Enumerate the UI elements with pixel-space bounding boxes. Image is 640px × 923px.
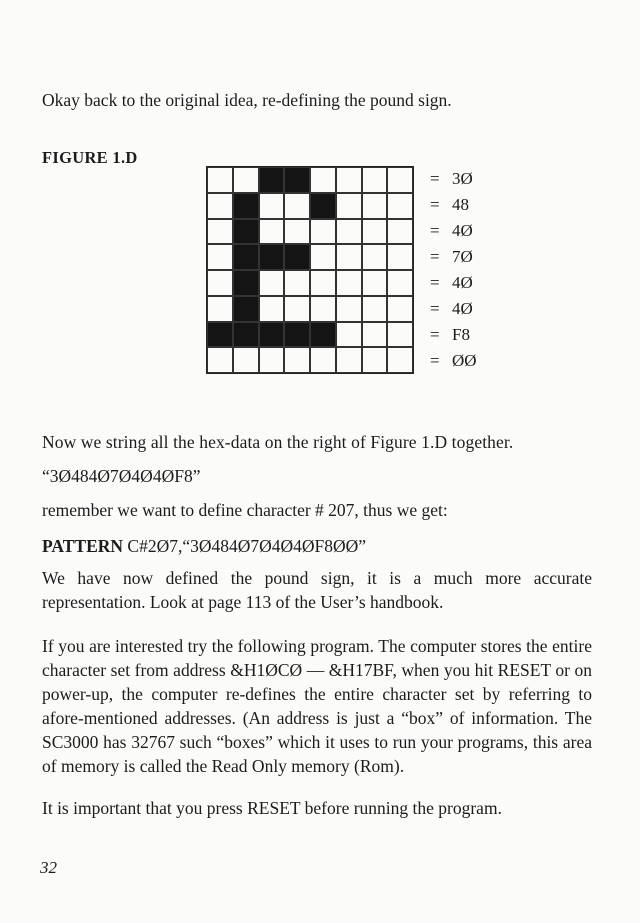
string-paragraph: Now we string all the hex-data on the right of Figure 1.D together. bbox=[42, 432, 514, 452]
grid-cell bbox=[336, 322, 362, 348]
grid-cell bbox=[387, 270, 413, 296]
grid-cell bbox=[207, 347, 233, 373]
grid-cell bbox=[233, 167, 259, 193]
grid-cell bbox=[259, 322, 285, 348]
grid-cell bbox=[387, 219, 413, 245]
grid-cell bbox=[310, 296, 336, 322]
hex-row bbox=[430, 296, 477, 322]
hex-row bbox=[430, 192, 477, 218]
equals-sign: = bbox=[430, 351, 440, 370]
grid-cell bbox=[387, 193, 413, 219]
grid-cell bbox=[362, 219, 388, 245]
grid-cell bbox=[207, 167, 233, 193]
hex-value: 4Ø bbox=[452, 299, 473, 318]
hex-row bbox=[430, 270, 477, 296]
grid-cell bbox=[233, 219, 259, 245]
grid-cell bbox=[233, 193, 259, 219]
grid-cell bbox=[284, 167, 310, 193]
grid-cell bbox=[310, 193, 336, 219]
grid-cell bbox=[362, 167, 388, 193]
equals-sign: = bbox=[430, 221, 440, 240]
grid-cell bbox=[207, 270, 233, 296]
page-number: 32 bbox=[40, 858, 57, 877]
grid-cell bbox=[233, 296, 259, 322]
grid-cell bbox=[362, 347, 388, 373]
grid-cell bbox=[362, 270, 388, 296]
grid-cell bbox=[207, 219, 233, 245]
grid-cell bbox=[284, 219, 310, 245]
hex-string: “3Ø484Ø7Ø4Ø4ØF8” bbox=[42, 466, 201, 486]
grid-cell bbox=[362, 296, 388, 322]
hex-value: ØØ bbox=[452, 351, 477, 370]
grid-cell bbox=[284, 296, 310, 322]
grid-cell bbox=[284, 322, 310, 348]
grid-cell bbox=[207, 244, 233, 270]
pattern-keyword: PATTERN bbox=[42, 536, 124, 556]
grid-cell bbox=[284, 270, 310, 296]
grid-cell bbox=[207, 193, 233, 219]
grid-cell bbox=[284, 244, 310, 270]
interested-paragraph: If you are interested try the following program. The computer stores the entire character set from address &H1ØCØ — &H17BF, when you hit RESET or on power-up, the computer re-defines the entire character set by referring to afore-mentioned addresses. (An address is just a “box” of information. The SC3000 has 32767 such “boxes” which it uses to run your programs, this area of memory is called the Read Only memory (Rom). bbox=[42, 636, 592, 776]
grid-cell bbox=[336, 270, 362, 296]
figure-title: FIGURE 1.D bbox=[42, 148, 138, 167]
hex-row bbox=[430, 348, 477, 374]
grid-cell bbox=[207, 296, 233, 322]
grid-cell bbox=[310, 219, 336, 245]
grid-cell bbox=[310, 270, 336, 296]
grid-cell bbox=[259, 296, 285, 322]
grid-cell bbox=[284, 347, 310, 373]
grid-cell bbox=[336, 219, 362, 245]
intro-text: Okay back to the original idea, re-defining the pound sign. bbox=[42, 90, 452, 110]
hex-value: 48 bbox=[452, 195, 469, 214]
grid-cell bbox=[233, 322, 259, 348]
grid-cell bbox=[259, 270, 285, 296]
hex-row bbox=[430, 166, 477, 192]
grid-cell bbox=[259, 219, 285, 245]
grid-cell bbox=[259, 167, 285, 193]
equals-sign: = bbox=[430, 169, 440, 188]
grid-cell bbox=[336, 347, 362, 373]
grid-cell bbox=[310, 244, 336, 270]
grid-cell bbox=[387, 296, 413, 322]
hex-value: 4Ø bbox=[452, 273, 473, 292]
equals-sign: = bbox=[430, 247, 440, 266]
grid-cell bbox=[259, 244, 285, 270]
equals-sign: = bbox=[430, 273, 440, 292]
hex-value: 4Ø bbox=[452, 221, 473, 240]
grid-cell bbox=[233, 270, 259, 296]
grid-cell bbox=[259, 347, 285, 373]
remember-line: remember we want to define character # 207, thus we get: bbox=[42, 500, 448, 520]
equals-sign: = bbox=[430, 299, 440, 318]
grid-cell bbox=[336, 167, 362, 193]
grid-cell bbox=[362, 244, 388, 270]
equals-sign: = bbox=[430, 325, 440, 344]
grid-cell bbox=[336, 193, 362, 219]
hex-value: 3Ø bbox=[452, 169, 473, 188]
grid-cell bbox=[387, 244, 413, 270]
defined-paragraph: We have now defined the pound sign, it is a much more accurate representation. Look at page 113 of the User’s handbook. bbox=[42, 568, 592, 612]
grid-cell bbox=[259, 193, 285, 219]
grid-cell bbox=[387, 167, 413, 193]
grid-cell bbox=[310, 347, 336, 373]
reset-paragraph: It is important that you press RESET before running the program. bbox=[42, 798, 502, 818]
grid-cell bbox=[207, 322, 233, 348]
grid-cell bbox=[233, 347, 259, 373]
grid-cell bbox=[310, 322, 336, 348]
hex-value: 7Ø bbox=[452, 247, 473, 266]
pattern-argument: C#2Ø7,“3Ø484Ø7Ø4Ø4ØF8ØØ” bbox=[123, 536, 367, 556]
grid-cell bbox=[233, 244, 259, 270]
grid-cell bbox=[387, 322, 413, 348]
grid-cell bbox=[387, 347, 413, 373]
pattern-statement bbox=[42, 536, 366, 557]
grid-cell bbox=[362, 193, 388, 219]
hex-row bbox=[430, 244, 477, 270]
grid-cell bbox=[284, 193, 310, 219]
hex-row bbox=[430, 322, 477, 348]
pixel-grid bbox=[206, 166, 414, 374]
grid-cell bbox=[336, 296, 362, 322]
hex-value: F8 bbox=[452, 325, 470, 344]
grid-cell bbox=[336, 244, 362, 270]
hex-values-column bbox=[430, 166, 477, 374]
equals-sign: = bbox=[430, 195, 440, 214]
hex-row bbox=[430, 218, 477, 244]
grid-cell bbox=[310, 167, 336, 193]
grid-cell bbox=[362, 322, 388, 348]
